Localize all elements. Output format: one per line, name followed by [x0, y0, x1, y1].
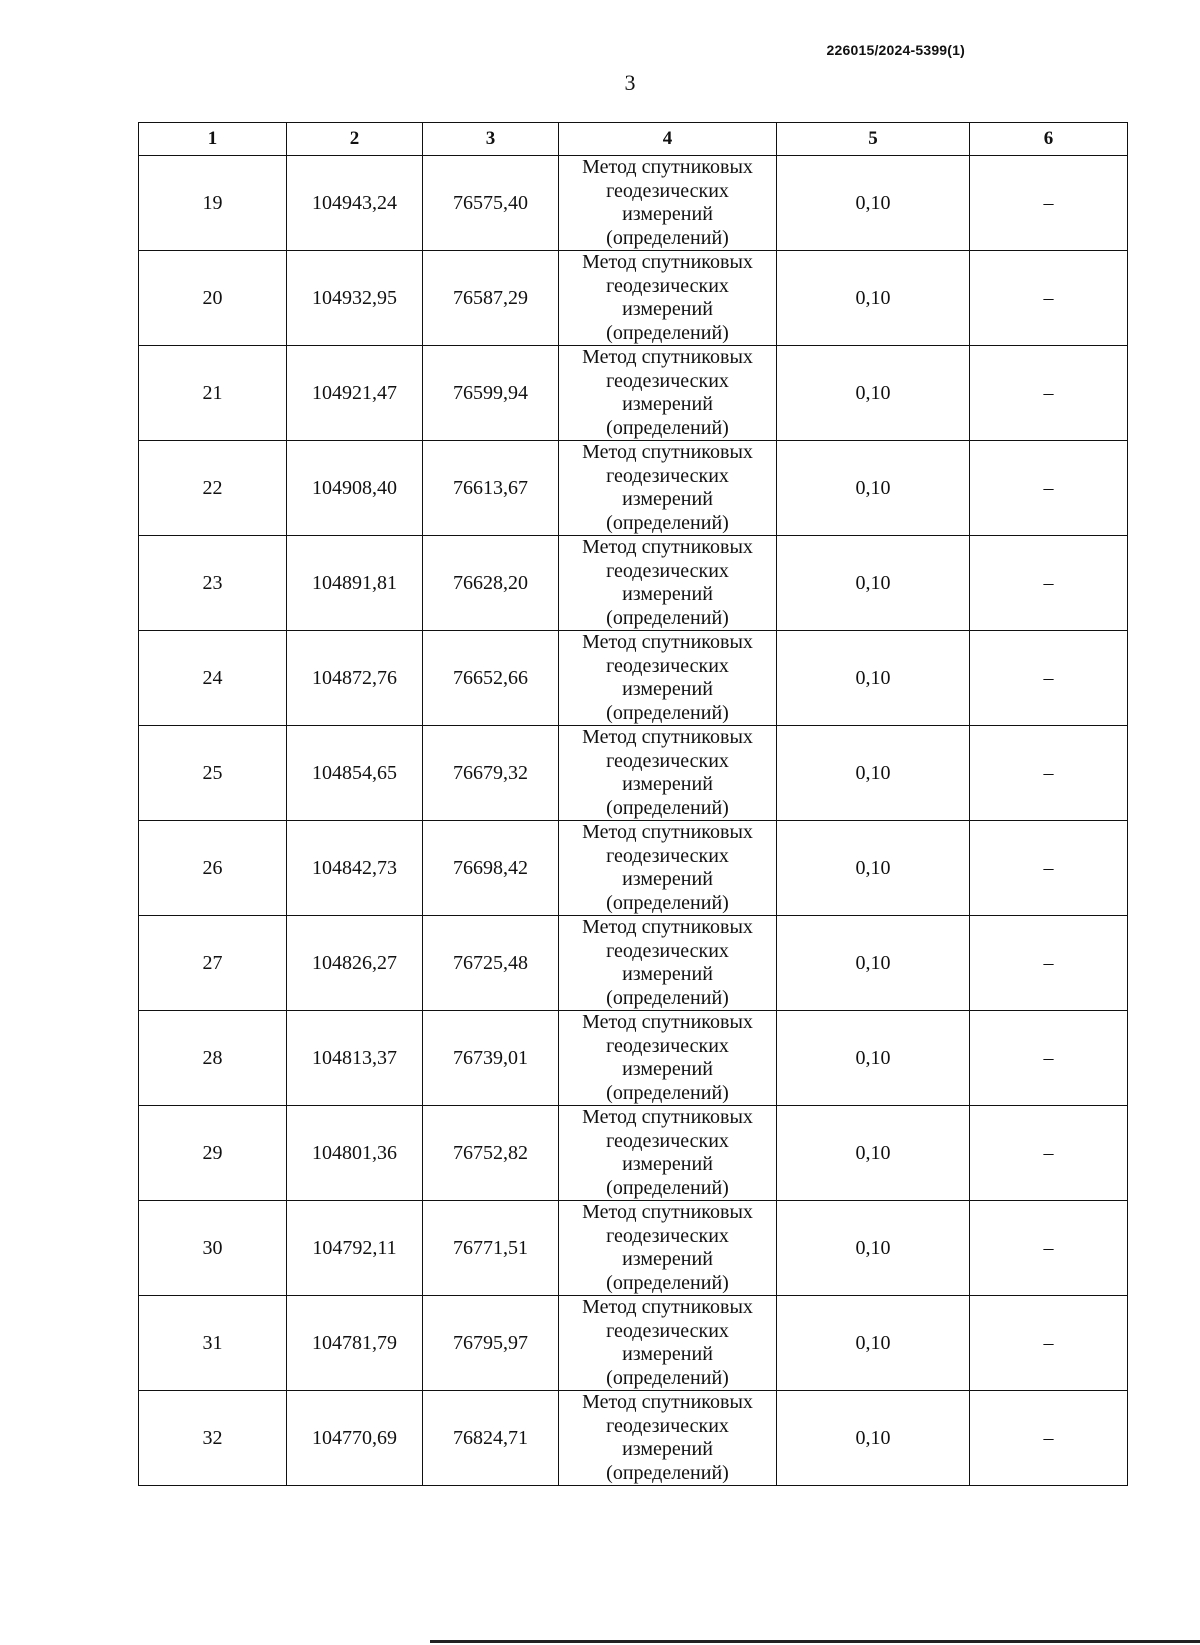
note-cell: – — [970, 346, 1128, 441]
column-header-5: 5 — [777, 123, 970, 156]
coordinate-y-cell: 76679,32 — [423, 726, 559, 821]
table-body — [139, 156, 1128, 1486]
column-header-6: 6 — [970, 123, 1128, 156]
table-row — [139, 631, 1128, 726]
method-cell: Метод спутниковых геодезических измерений (определений) — [559, 441, 777, 536]
method-cell: Метод спутниковых геодезических измерений (определений) — [559, 156, 777, 251]
table-row — [139, 536, 1128, 631]
coordinate-y-cell: 76575,40 — [423, 156, 559, 251]
point-number-cell: 29 — [139, 1106, 287, 1201]
coordinate-x-cell: 104932,95 — [287, 251, 423, 346]
accuracy-cell: 0,10 — [777, 821, 970, 916]
accuracy-cell: 0,10 — [777, 156, 970, 251]
method-cell: Метод спутниковых геодезических измерений (определений) — [559, 1391, 777, 1486]
note-cell: – — [970, 251, 1128, 346]
note-cell: – — [970, 821, 1128, 916]
note-cell: – — [970, 156, 1128, 251]
table-row — [139, 916, 1128, 1011]
accuracy-cell: 0,10 — [777, 1011, 970, 1106]
coordinate-x-cell: 104908,40 — [287, 441, 423, 536]
coordinate-y-cell: 76771,51 — [423, 1201, 559, 1296]
table-row — [139, 821, 1128, 916]
coordinate-x-cell: 104813,37 — [287, 1011, 423, 1106]
coordinate-x-cell: 104770,69 — [287, 1391, 423, 1486]
coordinate-y-cell: 76587,29 — [423, 251, 559, 346]
accuracy-cell: 0,10 — [777, 1391, 970, 1486]
accuracy-cell: 0,10 — [777, 631, 970, 726]
table-row — [139, 156, 1128, 251]
coordinate-x-cell: 104842,73 — [287, 821, 423, 916]
table-row — [139, 1201, 1128, 1296]
point-number-cell: 21 — [139, 346, 287, 441]
column-header-2: 2 — [287, 123, 423, 156]
point-number-cell: 25 — [139, 726, 287, 821]
coordinate-x-cell: 104943,24 — [287, 156, 423, 251]
coordinate-x-cell: 104781,79 — [287, 1296, 423, 1391]
method-cell: Метод спутниковых геодезических измерений (определений) — [559, 631, 777, 726]
point-number-cell: 22 — [139, 441, 287, 536]
page-number: 3 — [624, 70, 636, 95]
method-cell: Метод спутниковых геодезических измерений (определений) — [559, 536, 777, 631]
method-cell: Метод спутниковых геодезических измерений (определений) — [559, 726, 777, 821]
table-header-row — [139, 123, 1128, 156]
point-number-cell: 27 — [139, 916, 287, 1011]
point-number-cell: 28 — [139, 1011, 287, 1106]
accuracy-cell: 0,10 — [777, 441, 970, 536]
coordinate-x-cell: 104891,81 — [287, 536, 423, 631]
note-cell: – — [970, 916, 1128, 1011]
coordinate-y-cell: 76739,01 — [423, 1011, 559, 1106]
method-cell: Метод спутниковых геодезических измерений (определений) — [559, 251, 777, 346]
table-row — [139, 1296, 1128, 1391]
point-number-cell: 32 — [139, 1391, 287, 1486]
note-cell: – — [970, 1106, 1128, 1201]
point-number-cell: 23 — [139, 536, 287, 631]
column-header-1: 1 — [139, 123, 287, 156]
coordinate-x-cell: 104921,47 — [287, 346, 423, 441]
coordinate-y-cell: 76795,97 — [423, 1296, 559, 1391]
point-number-cell: 24 — [139, 631, 287, 726]
coordinate-y-cell: 76652,66 — [423, 631, 559, 726]
coordinate-y-cell: 76698,42 — [423, 821, 559, 916]
coordinate-x-cell: 104872,76 — [287, 631, 423, 726]
coordinate-y-cell: 76824,71 — [423, 1391, 559, 1486]
accuracy-cell: 0,10 — [777, 346, 970, 441]
point-number-cell: 31 — [139, 1296, 287, 1391]
point-number-cell: 30 — [139, 1201, 287, 1296]
note-cell: – — [970, 1391, 1128, 1486]
coordinate-y-cell: 76599,94 — [423, 346, 559, 441]
method-cell: Метод спутниковых геодезических измерений (определений) — [559, 821, 777, 916]
table-row — [139, 346, 1128, 441]
coordinate-y-cell: 76628,20 — [423, 536, 559, 631]
accuracy-cell: 0,10 — [777, 1296, 970, 1391]
point-number-cell: 26 — [139, 821, 287, 916]
coordinate-x-cell: 104801,36 — [287, 1106, 423, 1201]
coordinate-y-cell: 76613,67 — [423, 441, 559, 536]
table-row — [139, 1391, 1128, 1486]
table-row — [139, 726, 1128, 821]
point-number-cell: 19 — [139, 156, 287, 251]
accuracy-cell: 0,10 — [777, 1106, 970, 1201]
method-cell: Метод спутниковых геодезических измерений (определений) — [559, 1106, 777, 1201]
method-cell: Метод спутниковых геодезических измерений (определений) — [559, 1011, 777, 1106]
table-row — [139, 251, 1128, 346]
note-cell: – — [970, 1011, 1128, 1106]
accuracy-cell: 0,10 — [777, 1201, 970, 1296]
coordinate-x-cell: 104792,11 — [287, 1201, 423, 1296]
table-row — [139, 441, 1128, 536]
scan-edge-line — [430, 1640, 1200, 1643]
accuracy-cell: 0,10 — [777, 726, 970, 821]
document-number: 226015/2024-5399(1) — [826, 42, 965, 58]
note-cell: – — [970, 441, 1128, 536]
coordinate-y-cell: 76725,48 — [423, 916, 559, 1011]
accuracy-cell: 0,10 — [777, 536, 970, 631]
method-cell: Метод спутниковых геодезических измерений (определений) — [559, 346, 777, 441]
method-cell: Метод спутниковых геодезических измерений (определений) — [559, 916, 777, 1011]
column-header-3: 3 — [423, 123, 559, 156]
coordinate-x-cell: 104854,65 — [287, 726, 423, 821]
note-cell: – — [970, 1201, 1128, 1296]
note-cell: – — [970, 536, 1128, 631]
coordinate-x-cell: 104826,27 — [287, 916, 423, 1011]
note-cell: – — [970, 631, 1128, 726]
method-cell: Метод спутниковых геодезических измерений (определений) — [559, 1201, 777, 1296]
note-cell: – — [970, 726, 1128, 821]
coordinates-table — [138, 122, 1128, 1486]
method-cell: Метод спутниковых геодезических измерений (определений) — [559, 1296, 777, 1391]
coordinate-y-cell: 76752,82 — [423, 1106, 559, 1201]
table-row — [139, 1011, 1128, 1106]
point-number-cell: 20 — [139, 251, 287, 346]
accuracy-cell: 0,10 — [777, 251, 970, 346]
table-row — [139, 1106, 1128, 1201]
column-header-4: 4 — [559, 123, 777, 156]
note-cell: – — [970, 1296, 1128, 1391]
accuracy-cell: 0,10 — [777, 916, 970, 1011]
